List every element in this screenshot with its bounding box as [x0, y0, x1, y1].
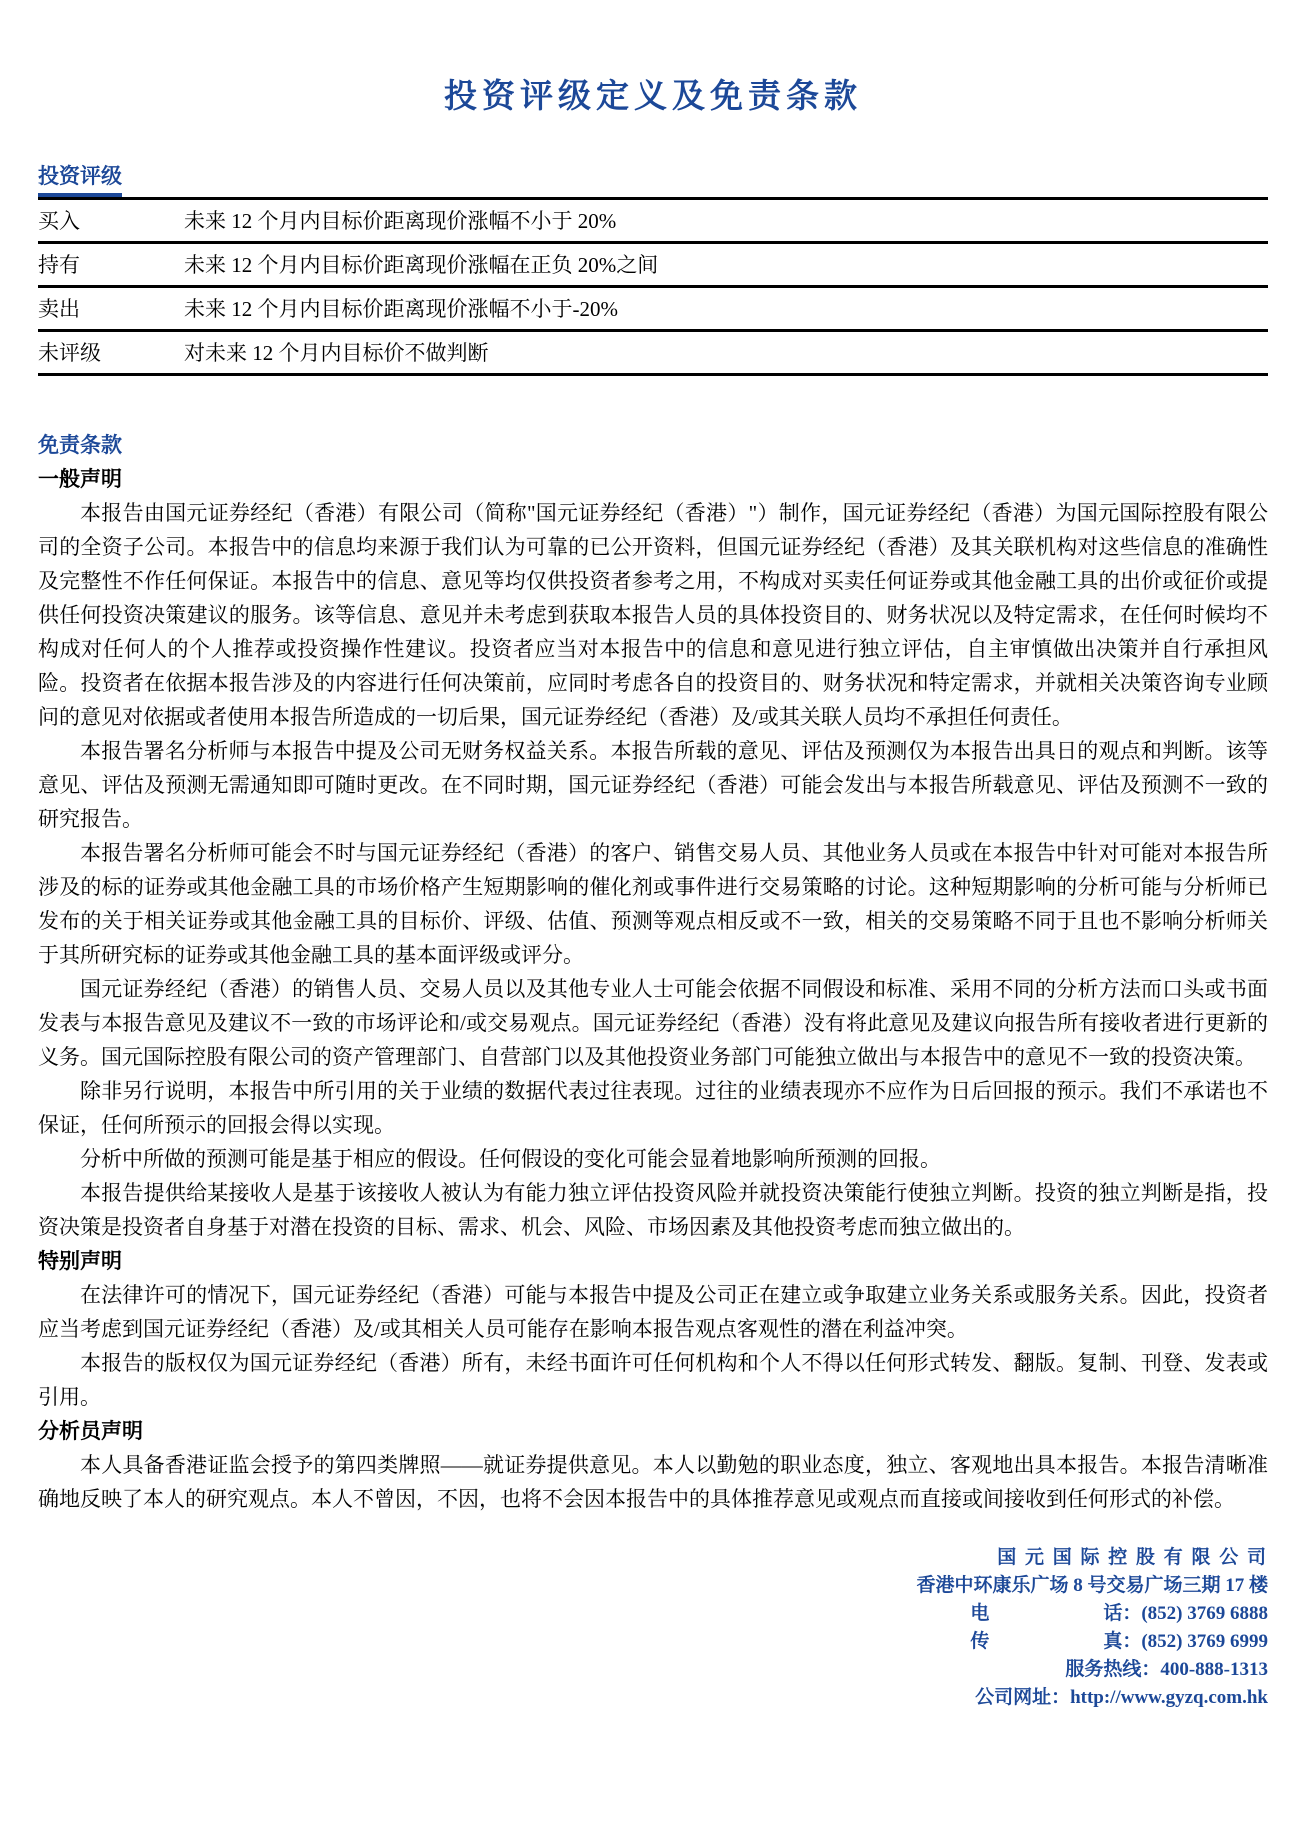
rating-cell: 未评级: [38, 340, 101, 365]
rating-section-heading: 投资评级: [38, 160, 122, 197]
disclaimer-heading: 免责条款: [38, 432, 122, 457]
disclaimer-paragraph: 本报告署名分析师可能会不时与国元证券经纪（香港）的客户、销售交易人员、其他业务人员或在本报告中针对可能对本报告所涉及的标的证券或其他金融工具的市场价格产生短期影响的催化剂或事件进行交易策略的讨论。这种短期影响的分析可能与分析师已发布的关于相关证券或其他金融工具的目标价、评级、估值、预测等观点相反或不一致，相关的交易策略不同于且也不影响分析师关于其所研究标的证券或其他金融工具的基本面评级或评分。: [38, 840, 1268, 967]
footer-fax: 传 真：(852) 3769 6999: [970, 1630, 1268, 1652]
general-statement-heading: 一般声明: [38, 466, 122, 491]
disclaimer-paragraph: 本报告由国元证券经纪（香港）有限公司（简称"国元证券经纪（香港）"）制作，国元证券经纪（香港）为国元国际控股有限公司的全资子公司。本报告中的信息均来源于我们认为可靠的已公开资料，但国元证券经纪（香港）及其关联机构对这些信息的准确性及完整性不作任何保证。本报告中的信息、意见等均仅供投资者参考之用，不构成对买卖任何证券或其他金融工具的出价或征价或提供任何投资决策建议的服务。该等信息、意见并未考虑到获取本报告人员的具体投资目的、财务状况以及特定需求，在任何时候均不构成对任何人的个人推荐或投资操作性建议。投资者应当对本报告中的信息和意见进行独立评估，自主审慎做出决策并自行承担风险。投资者在依据本报告涉及的内容进行任何决策前，应同时考虑各自的投资目的、财务状况和特定需求，并就相关决策咨询专业顾问的意见对依据或者使用本报告所造成的一切后果，国元证券经纪（香港）及/或其关联人员均不承担任何责任。: [38, 500, 1268, 729]
rating-cell: 买入: [38, 208, 80, 233]
definition-cell: 未来 12 个月内目标价距离现价涨幅不小于-20%: [184, 296, 618, 321]
disclaimer-paragraph: 本报告的版权仅为国元证券经纪（香港）所有，未经书面许可任何机构和个人不得以任何形式转发、翻版。复制、刊登、发表或引用。: [38, 1350, 1268, 1409]
rating-section: [38, 160, 1268, 376]
disclaimer-paragraph: 本报告署名分析师与本报告中提及公司无财务权益关系。本报告所载的意见、评估及预测仅为本报告出具日的观点和判断。该等意见、评估及预测无需通知即可随时更改。在不同时期，国元证券经纪（香港）可能会发出与本报告所载意见、评估及预测不一致的研究报告。: [38, 738, 1268, 831]
disclaimer-paragraph: 本报告提供给某接收人是基于该接收人被认为有能力独立评估投资风险并就投资决策能行使独立判断。投资的独立判断是指，投资决策是投资者自身基于对潜在投资的目标、需求、机会、风险、市场因素及其他投资考虑而独立做出的。: [38, 1180, 1268, 1239]
analyst-statement-heading: 分析员声明: [38, 1418, 143, 1443]
table-row: [38, 286, 1268, 330]
footer-company-name: 国 元 国 际 控 股 有 限 公 司: [997, 1546, 1268, 1568]
table-row: [38, 242, 1268, 286]
disclaimer-paragraph: 本人具备香港证监会授予的第四类牌照——就证券提供意见。本人以勤勉的职业态度，独立、客观地出具本报告。本报告清晰准确地反映了本人的研究观点。本人不曾因，不因，也将不会因本报告中的具体推荐意见或观点而直接或间接收到任何形式的补偿。: [38, 1452, 1268, 1511]
footer-phone: 电 话：(852) 3769 6888: [970, 1602, 1268, 1624]
rating-cell: 卖出: [38, 296, 80, 321]
definition-cell: 未来 12 个月内目标价距离现价涨幅在正负 20%之间: [184, 252, 659, 277]
disclaimer-paragraph: 除非另行说明，本报告中所引用的关于业绩的数据代表过往表现。过往的业绩表现亦不应作为日后回报的预示。我们不承诺也不保证，任何所预示的回报会得以实现。: [38, 1078, 1268, 1137]
rating-table: [38, 197, 1268, 376]
company-footer: [38, 1544, 1268, 1712]
footer-website: 公司网址：http://www.gyzq.com.hk: [975, 1686, 1268, 1708]
disclaimer-paragraph: 在法律许可的情况下，国元证券经纪（香港）可能与本报告中提及公司正在建立或争取建立业务关系或服务关系。因此，投资者应当考虑到国元证券经纪（香港）及/或其相关人员可能存在影响本报告观点客观性的潜在利益冲突。: [38, 1282, 1268, 1341]
disclaimer-section: [38, 428, 1268, 1516]
rating-cell: 持有: [38, 252, 80, 277]
definition-cell: 对未来 12 个月内目标价不做判断: [184, 340, 489, 365]
disclaimer-paragraph: 国元证券经纪（香港）的销售人员、交易人员以及其他专业人士可能会依据不同假设和标准、采用不同的分析方法而口头或书面发表与本报告意见及建议不一致的市场评论和/或交易观点。国元证券经纪（香港）没有将此意见及建议向报告所有接收者进行更新的义务。国元国际控股有限公司的资产管理部门、自营部门以及其他投资业务部门可能独立做出与本报告中的意见不一致的投资决策。: [38, 976, 1268, 1069]
special-statement-heading: 特别声明: [38, 1248, 122, 1273]
footer-address: 香港中环康乐广场 8 号交易广场三期 17 楼: [916, 1574, 1268, 1596]
disclaimer-paragraph: 分析中所做的预测可能是基于相应的假设。任何假设的变化可能会显着地影响所预测的回报。: [80, 1146, 941, 1171]
table-row: [38, 330, 1268, 374]
footer-hotline: 服务热线：400-888-1313: [1065, 1658, 1268, 1680]
table-row: [38, 198, 1268, 242]
page-title: 投资评级定义及免责条款: [444, 79, 862, 115]
definition-cell: 未来 12 个月内目标价距离现价涨幅不小于 20%: [184, 208, 617, 233]
